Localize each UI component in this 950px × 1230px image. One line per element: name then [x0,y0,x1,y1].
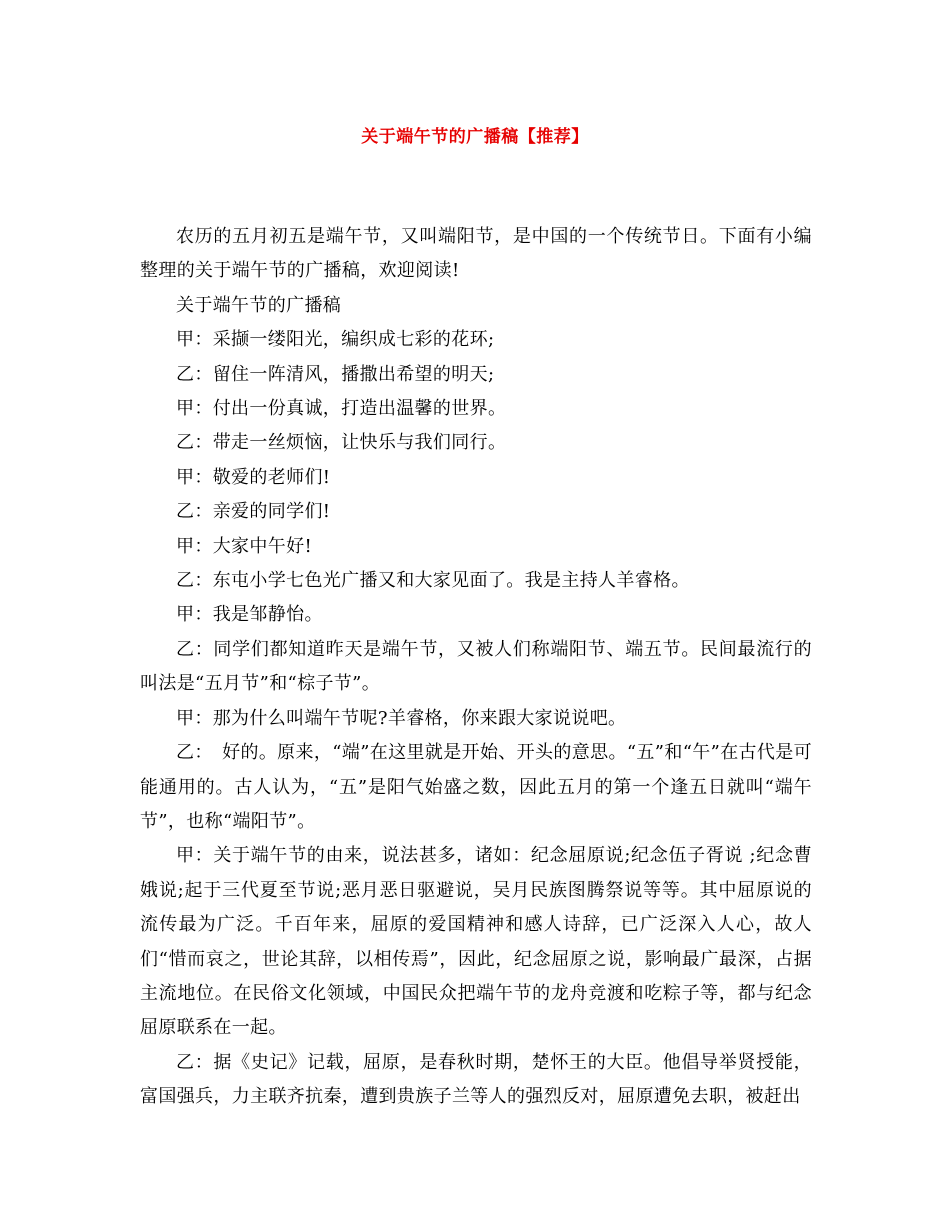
dialogue-line: 乙：据《史记》记载，屈原，是春秋时期，楚怀王的大臣。他倡导举贤授能，富国强兵，力主联齐抗秦，遭到贵族子兰等人的强烈反对，屈原遭免去职，被赶出 [140,1051,812,1108]
dialogue-line: 乙：同学们都知道昨天是端午节，又被人们称端阳节、端五节。民间最流行的叫法是“五月节”和“棕子节”。 [140,638,812,695]
dialogue-line: 乙： 好的。原来，“端”在这里就是开始、开头的意思。“五”和“午”在古代是可能通用的。古人认为，“五”是阳气始盛之数，因此五月的第一个逢五日就叫“端午节”，也称“端阳节”。 [140,742,812,832]
dialogue-line: 甲：敬爱的老师们! [176,466,331,488]
dialogue-line: 甲：关于端午节的由来，说法甚多，诸如：纪念屈原说;纪念伍子胥说 ;纪念曹娥说;起于三代夏至节说;恶月恶日驱避说，吴月民族图腾祭说等等。其中屈原说的流传最为广泛。千百年来，屈原的爱国精神和感人诗辞，已广泛深入人心，故人们“惜而哀之，世论其辞，以相传焉”，因此，纪念屈原之说，影响最广最深，占据主流地位。在民俗文化领域，中国民众把端午节的龙舟竞渡和吃粽子等，都与纪念屈原联系在一起。 [140,845,812,1039]
dialogue-line: 乙：带走一丝烦恼，让快乐与我们同行。 [176,432,507,454]
dialogue-line: 乙：东屯小学七色光广播又和大家见面了。我是主持人羊睿格。 [176,570,690,592]
dialogue-line: 甲：我是邹静怡。 [176,604,323,626]
section-heading: 关于端午节的广播稿 [176,294,342,316]
dialogue-line: 乙：留住一阵清风，播撒出希望的明天; [176,363,495,385]
document-body [140,220,812,1115]
dialogue-line: 甲：采撷一缕阳光，编织成七彩的花环; [176,329,495,351]
document-title: 关于端午节的广播稿【推荐】 [361,127,589,147]
intro-paragraph: 农历的五月初五是端午节，又叫端阳节，是中国的一个传统节日。下面有小编整理的关于端午节的广播稿，欢迎阅读! [140,226,812,282]
dialogue-line: 甲：那为什么叫端午节呢?羊睿格，你来跟大家说说吧。 [176,707,627,729]
dialogue-line: 乙：亲爱的同学们! [176,501,331,523]
dialogue-line: 甲：大家中午好! [176,535,313,557]
dialogue-line: 甲：付出一份真诚，打造出温馨的世界。 [176,398,507,420]
